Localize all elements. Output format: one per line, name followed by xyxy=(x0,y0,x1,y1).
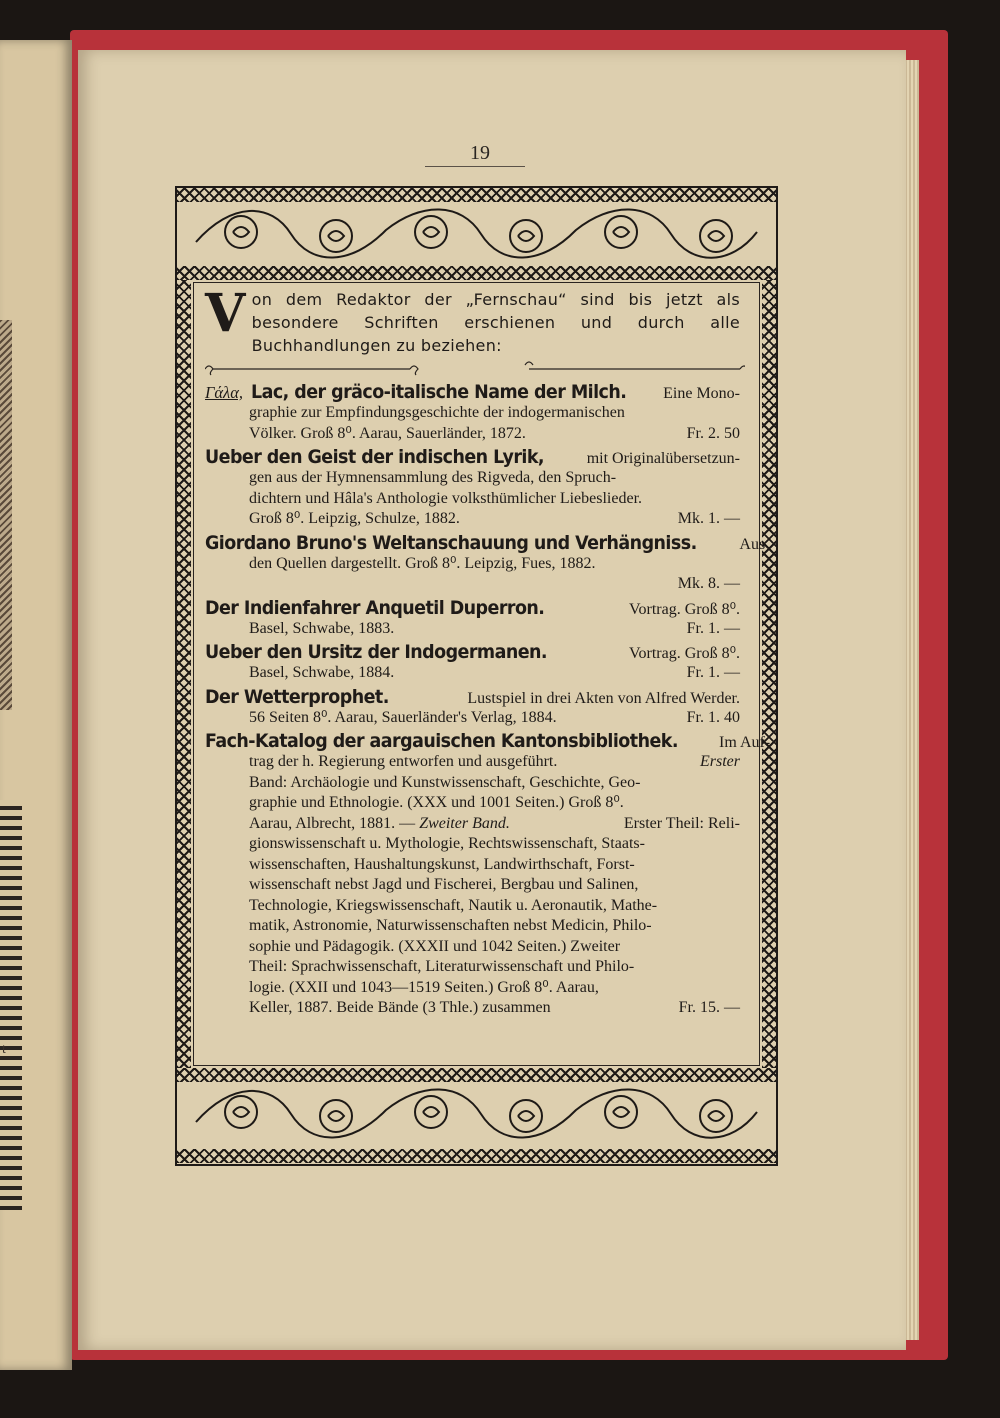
price: Fr. 2. 50 xyxy=(686,424,740,442)
publication-title: Ueber den Ursitz der Indogermanen. xyxy=(205,641,548,663)
price: Mk. 1. — xyxy=(677,510,740,527)
publication-entry xyxy=(205,381,740,444)
checker-band-bottom xyxy=(177,1149,776,1163)
checker-band-bottom-inner xyxy=(177,1068,776,1082)
page-edges xyxy=(905,60,919,1340)
price: Fr. 1. 40 xyxy=(686,708,740,726)
description-lead: Vortrag. Groß 8⁰. xyxy=(629,645,740,662)
description-line: Völker. Groß 8⁰. Aarau, Sauerländer, 1872. xyxy=(249,424,526,442)
description-line: graphie zur Empfindungsgeschichte der indogermanischen xyxy=(249,404,625,421)
description-line: Theil: Sprachwissenschaft, Literaturwissenschaft und Philo- xyxy=(249,958,635,975)
checker-band-left xyxy=(177,280,191,1068)
price: Fr. 1. — xyxy=(686,619,740,637)
description-lead: Im Auf- xyxy=(719,734,771,751)
italic-term: Zweiter Band. xyxy=(419,814,510,832)
intro-text: on dem Redaktor der „Fernschau“ sind bis jetzt als besondere Schriften erschienen und durch alle Buchhandlungen zu beziehen: xyxy=(251,290,740,355)
checker-band-right xyxy=(762,280,776,1068)
description-line: 56 Seiten 8⁰. Aarau, Sauerländer's Verlag, 1884. xyxy=(249,708,557,726)
description-line: sophie und Pädagogik. (XXXII und 1042 Seiten.) Zweiter xyxy=(249,937,621,955)
description-line: graphie und Ethnologie. (XXX und 1001 Seiten.) Groß 8⁰. xyxy=(249,794,624,811)
description-line: Aarau, Albrecht, 1881. — xyxy=(249,814,416,832)
publication-title: Der Indienfahrer Anquetil Duperron. xyxy=(205,596,545,619)
description-line: den Quellen dargestellt. Groß 8⁰. Leipzig, Fues, 1882. xyxy=(249,554,596,572)
description-line: dichtern und Hâla's Anthologie volksthümlicher Liebeslieder. xyxy=(249,489,643,507)
publication-title: Fach-Katalog der aargauischen Kantonsbibliothek. xyxy=(205,730,678,752)
description-line: Groß 8⁰. Leipzig, Schulze, 1882. xyxy=(249,510,460,527)
price: Mk. 8. — xyxy=(677,575,740,592)
description-line: Technologie, Kriegswissenschaft, Nautik u. Aeronautik, Mathe- xyxy=(249,896,658,914)
publication-entry xyxy=(205,641,740,684)
description-lead: Aus xyxy=(739,535,766,553)
description-line: trag der h. Regierung entworfen und ausgeführt. xyxy=(249,753,558,770)
scroll-ornament-top xyxy=(191,202,762,266)
publication-entry xyxy=(205,531,766,595)
publication-title: Ueber den Geist der indischen Lyrik, xyxy=(205,446,545,468)
description-lead: Eine Mono- xyxy=(663,385,740,402)
left-page-edge xyxy=(0,40,72,1370)
description-line: gionswissenschaft u. Mythologie, Rechtswissenschaft, Staats- xyxy=(249,835,645,852)
page-number: 19 xyxy=(470,142,490,164)
publication-title: Der Wetterprophet. xyxy=(205,685,389,708)
description-line: matik, Astronomie, Naturwissenschaften nebst Medicin, Philo- xyxy=(249,917,652,934)
greek-word: Γάλα, xyxy=(205,383,243,402)
checker-band-top xyxy=(177,188,776,202)
margin-letter: t xyxy=(2,1042,6,1057)
description-lead: mit Originalübersetzun- xyxy=(586,450,740,467)
publication-entry xyxy=(205,686,740,729)
price: Fr. 1. — xyxy=(686,664,740,681)
price: Fr. 15. — xyxy=(678,999,740,1016)
italic-term: Erster xyxy=(700,753,740,770)
description-line: Basel, Schwabe, 1884. xyxy=(249,664,395,681)
description-line: wissenschaft nebst Jagd und Fischerei, Bergbau und Salinen, xyxy=(249,876,639,893)
scroll-ornament-bottom xyxy=(191,1082,762,1146)
description-line: Basel, Schwabe, 1883. xyxy=(249,619,395,637)
description-line: wissenschaften, Haushaltungskunst, Landwirthschaft, Forst- xyxy=(249,855,635,873)
description-lead: Vortrag. Groß 8⁰. xyxy=(629,600,740,618)
description-line: Keller, 1887. Beide Bände (3 Thle.) zusammen xyxy=(249,999,551,1016)
publication-title: Giordano Bruno's Weltanschauung und Verhängniss. xyxy=(205,531,697,554)
ornamental-border-fragment xyxy=(0,800,22,1210)
engraving-fragment xyxy=(0,320,12,710)
description-line: logie. (XXII und 1043—1519 Seiten.) Groß 8⁰. Aarau, xyxy=(249,978,599,996)
description-line: Band: Archäologie und Kunstwissenschaft, Geschichte, Geo- xyxy=(249,773,641,791)
flourish-divider xyxy=(205,359,740,379)
intro-paragraph xyxy=(205,283,740,357)
description-lead: Lustspiel in drei Akten von Alfred Werder. xyxy=(467,689,740,707)
description-line: gen aus der Hymnensammlung des Rigveda, den Spruch- xyxy=(249,469,617,486)
checker-band-top-inner xyxy=(177,266,776,280)
advertisement-text xyxy=(205,283,771,1058)
description-line: Erster Theil: Reli- xyxy=(623,814,740,832)
publication-entry xyxy=(205,446,740,530)
drop-cap: V xyxy=(205,283,246,344)
publication-entry xyxy=(205,597,740,640)
page-number-rule xyxy=(425,166,525,167)
publication-title: Lac, der gräco-italische Name der Milch. xyxy=(251,381,627,403)
publication-entry xyxy=(205,730,771,1019)
